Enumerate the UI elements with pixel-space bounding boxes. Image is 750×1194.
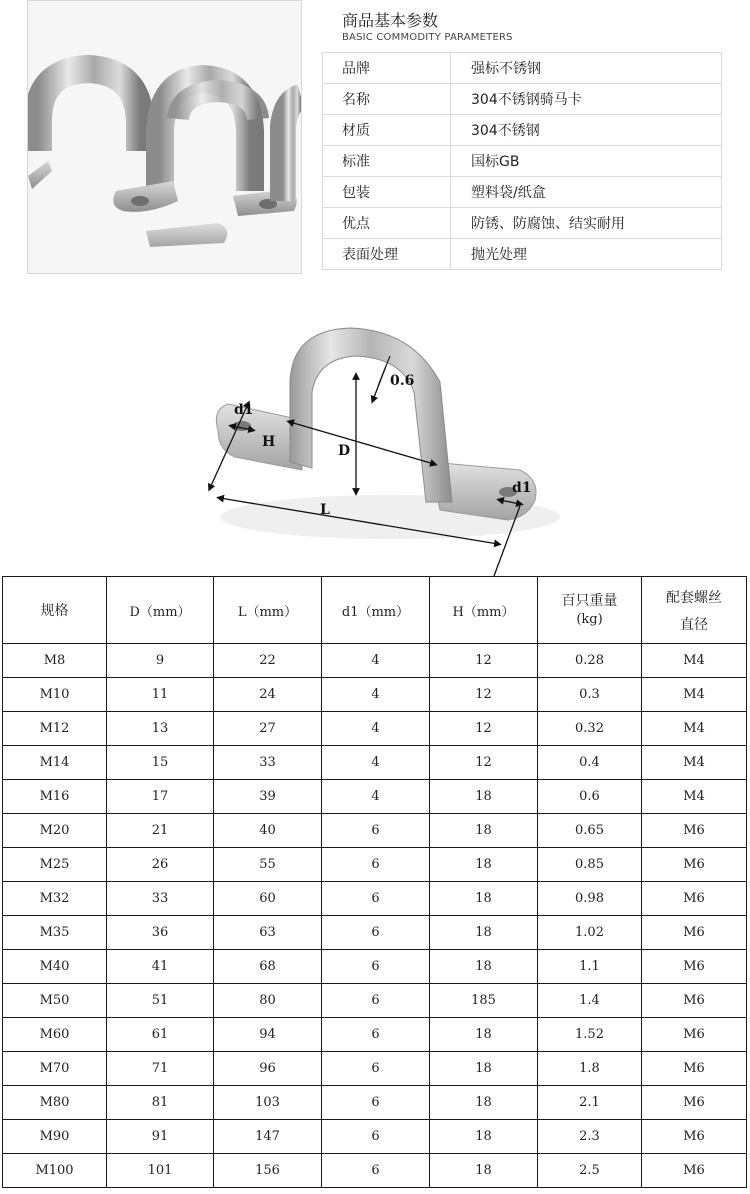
- parameter-key: 优点: [323, 208, 451, 239]
- cell-screw: M4: [642, 644, 747, 678]
- cell-d1: 4: [322, 780, 430, 814]
- cell-l: 27: [214, 712, 322, 746]
- cell-l: 33: [214, 746, 322, 780]
- cell-d: 91: [107, 1120, 214, 1154]
- header-h: H（mm）: [430, 577, 538, 644]
- parameter-key: 包装: [323, 177, 451, 208]
- parameter-key: 材质: [323, 115, 451, 146]
- cell-weight: 1.4: [538, 984, 642, 1018]
- cell-d: 11: [107, 678, 214, 712]
- parameters-table-body: [323, 53, 722, 270]
- parameters-title: 商品基本参数: [342, 11, 439, 30]
- cell-weight: 0.28: [538, 644, 642, 678]
- cell-h: 18: [430, 1154, 538, 1188]
- cell-spec: M35: [3, 916, 107, 950]
- table-row: [3, 678, 747, 712]
- cell-h: 18: [430, 1052, 538, 1086]
- cell-screw: M4: [642, 712, 747, 746]
- cell-d1: 4: [322, 746, 430, 780]
- cell-h: 12: [430, 678, 538, 712]
- cell-d1: 6: [322, 882, 430, 916]
- cell-h: 18: [430, 916, 538, 950]
- table-row: [3, 882, 747, 916]
- table-row: [3, 780, 747, 814]
- cell-screw: M6: [642, 1086, 747, 1120]
- table-row: [3, 1120, 747, 1154]
- header-screw-line1: 配套螺丝: [666, 590, 722, 607]
- parameters-subtitle: BASIC COMMODITY PARAMETERS: [342, 32, 513, 43]
- parameter-row: [323, 239, 722, 270]
- cell-l: 24: [214, 678, 322, 712]
- cell-l: 96: [214, 1052, 322, 1086]
- cell-h: 18: [430, 814, 538, 848]
- table-row: [3, 1086, 747, 1120]
- cell-spec: M32: [3, 882, 107, 916]
- cell-weight: 0.98: [538, 882, 642, 916]
- cell-d1: 6: [322, 950, 430, 984]
- header-weight-line2: (kg): [576, 611, 603, 627]
- table-row: [3, 712, 747, 746]
- table-row: [3, 1052, 747, 1086]
- cell-h: 12: [430, 644, 538, 678]
- cell-screw: M6: [642, 848, 747, 882]
- d1-right-label: d1: [512, 480, 532, 496]
- parameter-row: [323, 53, 722, 84]
- table-row: [3, 916, 747, 950]
- cell-screw: M4: [642, 678, 747, 712]
- cell-weight: 0.32: [538, 712, 642, 746]
- cell-h: 18: [430, 1120, 538, 1154]
- cell-spec: M8: [3, 644, 107, 678]
- cell-spec: M70: [3, 1052, 107, 1086]
- cell-spec: M12: [3, 712, 107, 746]
- cell-d: 36: [107, 916, 214, 950]
- parameter-value: 304不锈钢: [451, 115, 722, 146]
- header-screw: [642, 577, 747, 644]
- cell-screw: M6: [642, 1052, 747, 1086]
- cell-d1: 6: [322, 1086, 430, 1120]
- header-weight-line1: 百只重量: [561, 592, 618, 609]
- cell-weight: 0.3: [538, 678, 642, 712]
- cell-screw: M6: [642, 882, 747, 916]
- cell-weight: 2.3: [538, 1120, 642, 1154]
- table-row: [3, 1018, 747, 1052]
- table-row: [3, 984, 747, 1018]
- l-label: L: [320, 502, 330, 518]
- cell-weight: 1.8: [538, 1052, 642, 1086]
- cell-h: 18: [430, 780, 538, 814]
- cell-h: 18: [430, 1018, 538, 1052]
- cell-d1: 6: [322, 814, 430, 848]
- cell-spec: M90: [3, 1120, 107, 1154]
- cell-d1: 6: [322, 1120, 430, 1154]
- cell-spec: M10: [3, 678, 107, 712]
- cell-d: 15: [107, 746, 214, 780]
- parameter-value: 强标不锈钢: [451, 53, 722, 84]
- cell-weight: 0.4: [538, 746, 642, 780]
- cell-d: 61: [107, 1018, 214, 1052]
- cell-d1: 4: [322, 712, 430, 746]
- pipe-clamp-photo-illustration: [28, 1, 301, 273]
- cell-l: 22: [214, 644, 322, 678]
- cell-d: 71: [107, 1052, 214, 1086]
- header-weight: [538, 577, 642, 644]
- cell-weight: 1.1: [538, 950, 642, 984]
- cell-h: 18: [430, 1086, 538, 1120]
- cell-screw: M6: [642, 1120, 747, 1154]
- cell-l: 40: [214, 814, 322, 848]
- parameter-key: 标准: [323, 146, 451, 177]
- specification-header-row: [3, 577, 747, 644]
- table-row: [3, 848, 747, 882]
- parameter-row: [323, 146, 722, 177]
- cell-d: 9: [107, 644, 214, 678]
- table-row: [3, 1154, 747, 1188]
- cell-screw: M6: [642, 1018, 747, 1052]
- parameter-value: 防锈、防腐蚀、结实耐用: [451, 208, 722, 239]
- cell-l: 39: [214, 780, 322, 814]
- parameter-row: [323, 115, 722, 146]
- parameter-value: 国标GB: [451, 146, 722, 177]
- cell-h: 18: [430, 950, 538, 984]
- cell-screw: M4: [642, 780, 747, 814]
- cell-h: 18: [430, 848, 538, 882]
- cell-screw: M6: [642, 814, 747, 848]
- cell-spec: M100: [3, 1154, 107, 1188]
- cell-spec: M50: [3, 984, 107, 1018]
- cell-screw: M4: [642, 746, 747, 780]
- cell-spec: M40: [3, 950, 107, 984]
- header-d1: d1（mm）: [322, 577, 430, 644]
- cell-screw: M6: [642, 1154, 747, 1188]
- cell-l: 80: [214, 984, 322, 1018]
- d-label: D: [338, 443, 351, 459]
- parameter-value: 塑料袋/纸盒: [451, 177, 722, 208]
- cell-l: 55: [214, 848, 322, 882]
- parameter-row: [323, 208, 722, 239]
- d1-left-label: d1: [234, 402, 254, 418]
- cell-weight: 0.65: [538, 814, 642, 848]
- cell-d1: 6: [322, 1018, 430, 1052]
- cell-d1: 6: [322, 984, 430, 1018]
- cell-spec: M60: [3, 1018, 107, 1052]
- cell-d1: 6: [322, 916, 430, 950]
- table-row: [3, 814, 747, 848]
- header-l: L（mm）: [214, 577, 322, 644]
- cell-h: 12: [430, 746, 538, 780]
- cell-l: 63: [214, 916, 322, 950]
- cell-h: 185: [430, 984, 538, 1018]
- cell-d1: 6: [322, 1052, 430, 1086]
- cell-h: 12: [430, 712, 538, 746]
- cell-weight: 0.85: [538, 848, 642, 882]
- cell-d: 13: [107, 712, 214, 746]
- header-screw-line2: 直径: [680, 617, 708, 634]
- h-label: H: [262, 434, 276, 450]
- cell-d: 33: [107, 882, 214, 916]
- cell-d: 41: [107, 950, 214, 984]
- cell-d1: 4: [322, 678, 430, 712]
- dimension-diagram: [190, 292, 750, 577]
- parameter-value: 抛光处理: [451, 239, 722, 270]
- cell-d1: 6: [322, 1154, 430, 1188]
- cell-screw: M6: [642, 950, 747, 984]
- cell-weight: 1.52: [538, 1018, 642, 1052]
- cell-l: 103: [214, 1086, 322, 1120]
- cell-d1: 4: [322, 644, 430, 678]
- cell-weight: 2.5: [538, 1154, 642, 1188]
- cell-l: 68: [214, 950, 322, 984]
- parameters-table: [322, 52, 722, 270]
- cell-weight: 2.1: [538, 1086, 642, 1120]
- cell-d: 51: [107, 984, 214, 1018]
- cell-d: 17: [107, 780, 214, 814]
- cell-spec: M80: [3, 1086, 107, 1120]
- cell-d1: 6: [322, 848, 430, 882]
- parameter-row: [323, 177, 722, 208]
- cell-spec: M20: [3, 814, 107, 848]
- parameter-key: 品牌: [323, 53, 451, 84]
- specification-table: [2, 576, 747, 1188]
- parameter-key: 表面处理: [323, 239, 451, 270]
- cell-d: 26: [107, 848, 214, 882]
- thickness-label: 0.6: [390, 373, 415, 389]
- cell-spec: M16: [3, 780, 107, 814]
- table-row: [3, 746, 747, 780]
- cell-h: 18: [430, 882, 538, 916]
- cell-spec: M14: [3, 746, 107, 780]
- table-row: [3, 950, 747, 984]
- cell-d: 81: [107, 1086, 214, 1120]
- cell-d: 21: [107, 814, 214, 848]
- parameter-row: [323, 84, 722, 115]
- cell-l: 94: [214, 1018, 322, 1052]
- parameter-value: 304不锈钢骑马卡: [451, 84, 722, 115]
- header-spec: 规格: [3, 577, 107, 644]
- cell-screw: M6: [642, 984, 747, 1018]
- cell-weight: 0.6: [538, 780, 642, 814]
- header-d: D（mm）: [107, 577, 214, 644]
- cell-l: 156: [214, 1154, 322, 1188]
- cell-l: 147: [214, 1120, 322, 1154]
- parameter-key: 名称: [323, 84, 451, 115]
- cell-l: 60: [214, 882, 322, 916]
- clamp-dimension-drawing: [190, 292, 750, 577]
- cell-spec: M25: [3, 848, 107, 882]
- specification-table-body: [3, 644, 747, 1188]
- product-photo: [27, 0, 302, 274]
- table-row: [3, 644, 747, 678]
- cell-weight: 1.02: [538, 916, 642, 950]
- cell-screw: M6: [642, 916, 747, 950]
- cell-d: 101: [107, 1154, 214, 1188]
